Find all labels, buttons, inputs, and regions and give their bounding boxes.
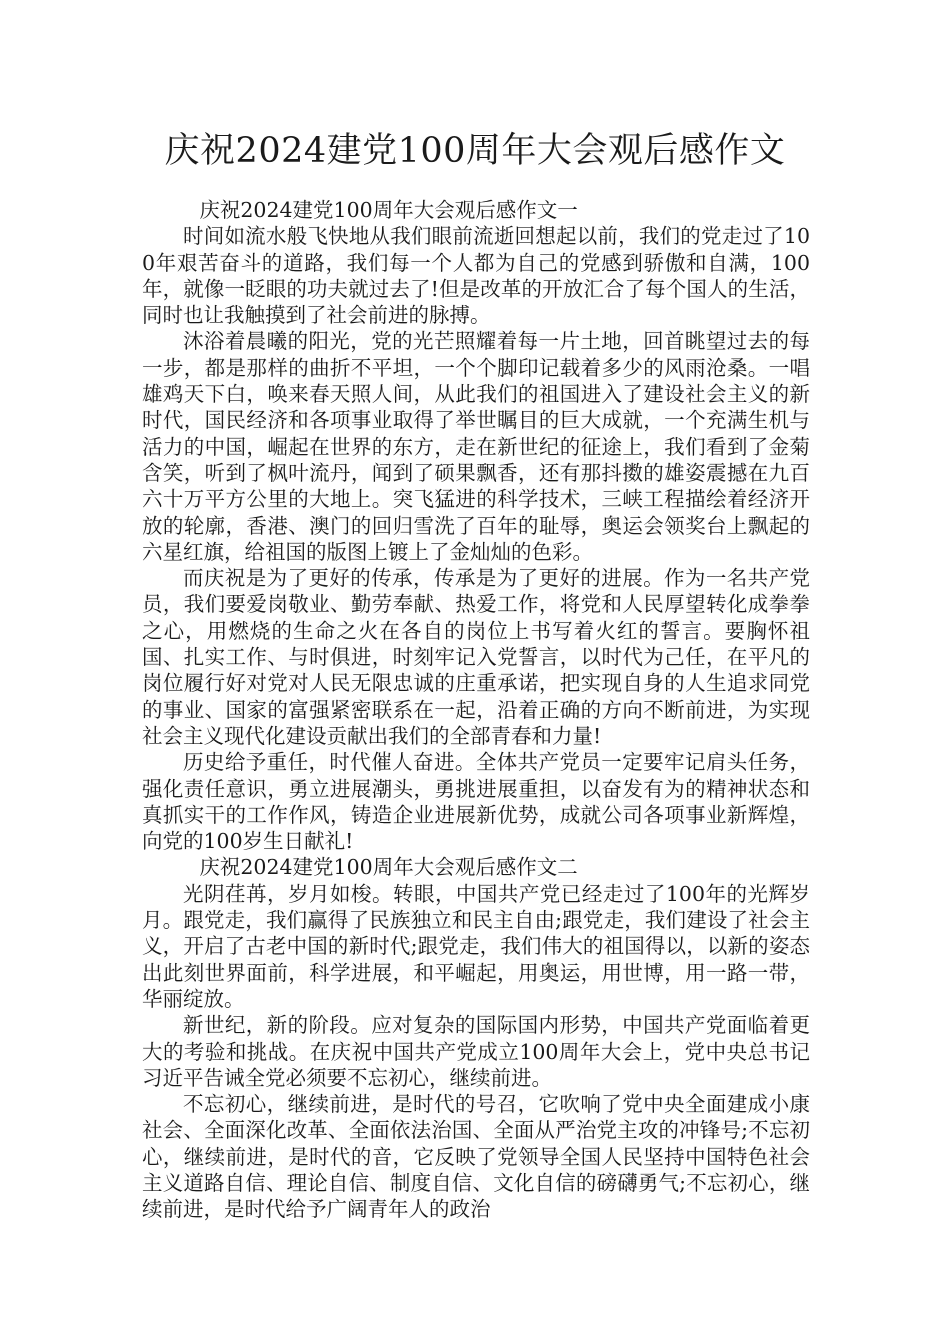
paragraph: 新世纪，新的阶段。应对复杂的国际国内形势，中国共产党面临着更大的考验和挑战。在庆祝中国共产党成立100周年大会上，党中央总书记习近平告诫全党必须要不忘初心，继续前进。 xyxy=(142,1013,810,1090)
document-title: 庆祝2024建党100周年大会观后感作文 xyxy=(164,131,786,171)
section-heading-1: 庆祝2024建党100周年大会观后感作文一 xyxy=(199,198,578,222)
document-body xyxy=(142,197,810,1223)
paragraph: 时间如流水般飞快地从我们眼前流逝回想起以前，我们的党走过了100年艰苦奋斗的道路，我们每一个人都为自己的党感到骄傲和自满，100年，就像一眨眼的功夫就过去了!但是改革的开放汇合了每个国人的生活，同时也让我触摸到了社会前进的脉搏。 xyxy=(142,224,810,328)
paragraph: 光阴荏苒，岁月如梭。转眼，中国共产党已经走过了100年的光辉岁月。跟党走，我们赢得了民族独立和民主自由;跟党走，我们建设了社会主义，开启了古老中国的新时代;跟党走，我们伟大的祖国得以，以新的姿态出此刻世界面前，科学进展，和平崛起，用奥运，用世博，用一路一带，华丽绽放。 xyxy=(142,881,810,1011)
paragraph: 不忘初心，继续前进，是时代的号召，它吹响了党中央全面建成小康社会、全面深化改革、全面依法治国、全面从严治党主攻的冲锋号;不忘初心，继续前进，是时代的音，它反映了党领导全国人民坚持中国特色社会主义道路自信、理论自信、制度自信、文化自信的磅礴勇气;不忘初心，继续前进，是时代给予广阔青年人的政治 xyxy=(142,1092,810,1222)
paragraph: 沐浴着晨曦的阳光，党的光芒照耀着每一片土地，回首眺望过去的每一步，都是那样的曲折不平坦，一个个脚印记载着多少的风雨沧桑。一唱雄鸡天下白，唤来春天照人间，从此我们的祖国进入了建设社会主义的新时代，国民经济和各项事业取得了举世瞩目的巨大成就，一个充满生机与活力的中国，崛起在世界的东方，走在新世纪的征途上，我们看到了金菊含笑，听到了枫叶流丹，闻到了硕果飘香，还有那抖擞的雄姿震撼在九百六十万平方公里的大地上。突飞猛进的科学技术，三峡工程描绘着经济开放的轮廓，香港、澳门的回归雪洗了百年的耻辱，奥运会领奖台上飘起的六星红旗，给祖国的版图上镀上了金灿灿的色彩。 xyxy=(142,329,810,564)
section-heading-2: 庆祝2024建党100周年大会观后感作文二 xyxy=(199,855,578,880)
paragraph: 历史给予重任，时代催人奋进。全体共产党员一定要牢记肩头任务，强化责任意识，勇立进展潮头，勇挑进展重担，以奋发有为的精神状态和真抓实干的工作作风，铸造企业进展新优势，成就公司各项事业新辉煌，向党的100岁生日献礼! xyxy=(142,750,810,854)
paragraph: 而庆祝是为了更好的传承，传承是为了更好的进展。作为一名共产党员，我们要爱岗敬业、勤劳奉献、热爱工作，将党和人民厚望转化成拳拳之心，用燃烧的生命之火在各自的岗位上书写着火红的誓言。要胸怀祖国、扎实工作、与时俱进，时刻牢记入党誓言，以时代为己任，在平凡的岗位履行好对党对人民无限忠诚的庄重承诺，把实现自身的人生追求同党的事业、国家的富强紧密联系在一起，沿着正确的方向不断前进，为实现社会主义现代化建设贡献出我们的全部青春和力量! xyxy=(142,566,810,748)
